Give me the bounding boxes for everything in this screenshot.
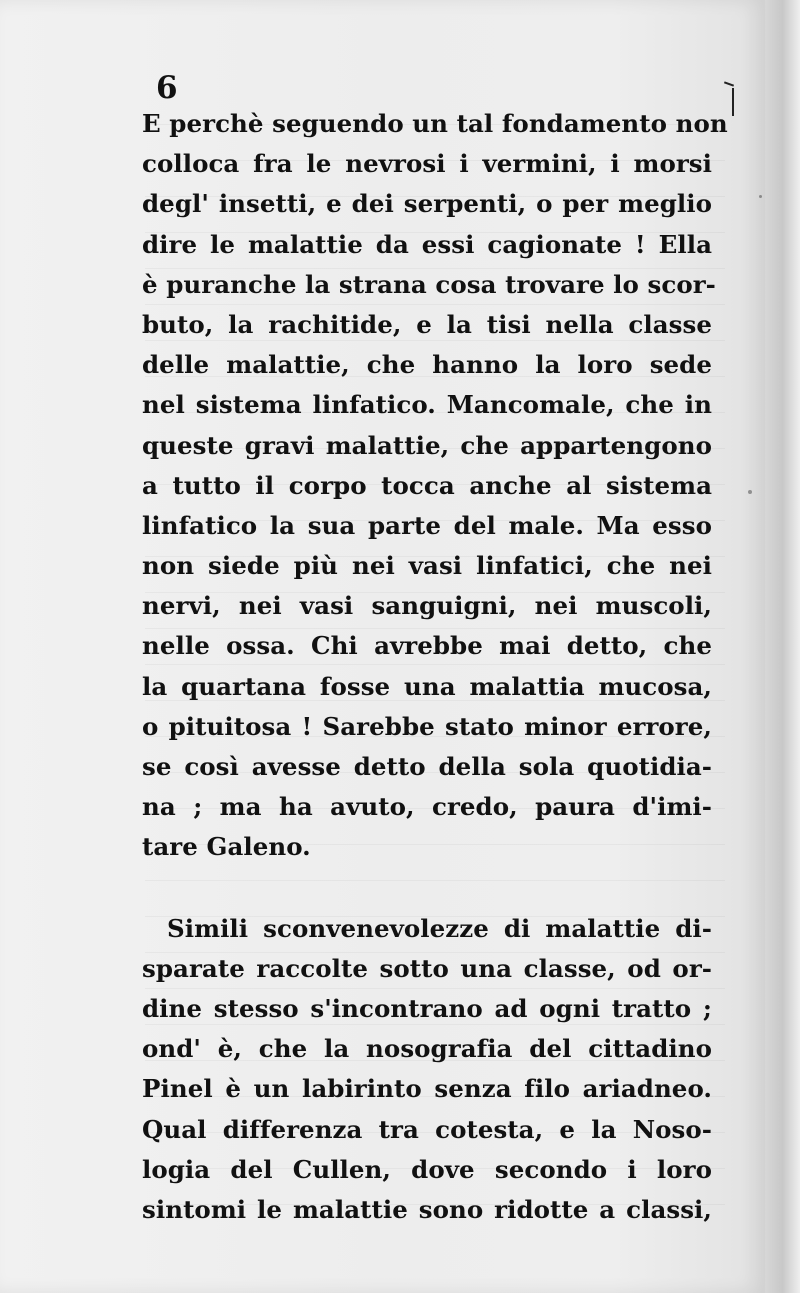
text-line: tare Galeno.	[142, 832, 311, 862]
text-line: è puranche la strana cosa trovare lo scor-	[142, 269, 716, 299]
book-page-text	[142, 86, 728, 1230]
text-line: queste gravi malattie, che appartengono	[142, 430, 712, 460]
text-line: o pituitosa ! Sarebbe stato minor errore,	[142, 711, 712, 741]
text-line: sintomi le malattie sono ridotte a classi,	[142, 1194, 712, 1224]
text-line: na ; ma ha avuto, credo, paura d'imi-	[142, 792, 712, 822]
text-line: buto, la rachitide, e la tisi nella classe	[142, 309, 712, 339]
text-line: Pinel è un labirinto senza filo ariadneo.	[142, 1074, 712, 1104]
text-line: la quartana fosse una malattia mucosa,	[142, 671, 712, 701]
text-line: Qual differenza tra cotesta, e la Noso-	[142, 1114, 712, 1144]
text-line: nelle ossa. Chi avrebbe mai detto, che	[142, 631, 712, 661]
ink-speck	[748, 490, 752, 494]
text-line: dine stesso s'incontrano ad ogni tratto ;	[142, 993, 712, 1023]
text-line: ond' è, che la nosografia del cittadino	[142, 1034, 712, 1064]
text-line: linfatico la sua parte del male. Ma esso	[142, 510, 712, 540]
corner-mark	[732, 88, 734, 116]
text-line: dire le malattie da essi cagionate ! Ella	[142, 229, 712, 259]
text-line: nel sistema linfatico. Mancomale, che in	[142, 390, 712, 420]
text-line: a tutto il corpo tocca anche al sistema	[142, 470, 712, 500]
text-line: delle malattie, che hanno la loro sede	[142, 350, 712, 380]
paragraph-gap	[142, 868, 712, 909]
text-line: non siede più nei vasi linfatici, che nei	[142, 551, 712, 581]
text-line: sparate raccolte sotto una classe, od or-	[142, 953, 712, 983]
paragraph-2	[142, 909, 712, 1231]
text-line: Simili sconvenevolezze di malattie di-	[167, 913, 712, 943]
text-line: se così avesse detto della sola quotidia-	[142, 752, 712, 781]
text-line: E perchè seguendo un tal fondamento non	[142, 109, 728, 138]
ink-speck	[759, 195, 762, 198]
text-line: logia del Cullen, dove secondo i loro	[142, 1154, 712, 1184]
text-line: colloca fra le nevrosi i vermini, i morsi	[142, 149, 712, 179]
paragraph-1	[142, 104, 728, 868]
text-line: degl' insetti, e dei serpenti, o per meglio	[142, 189, 712, 219]
page-number: 6	[156, 70, 178, 106]
text-line: nervi, nei vasi sanguigni, nei muscoli,	[142, 591, 712, 621]
page-edge-shadow	[765, 0, 800, 1293]
